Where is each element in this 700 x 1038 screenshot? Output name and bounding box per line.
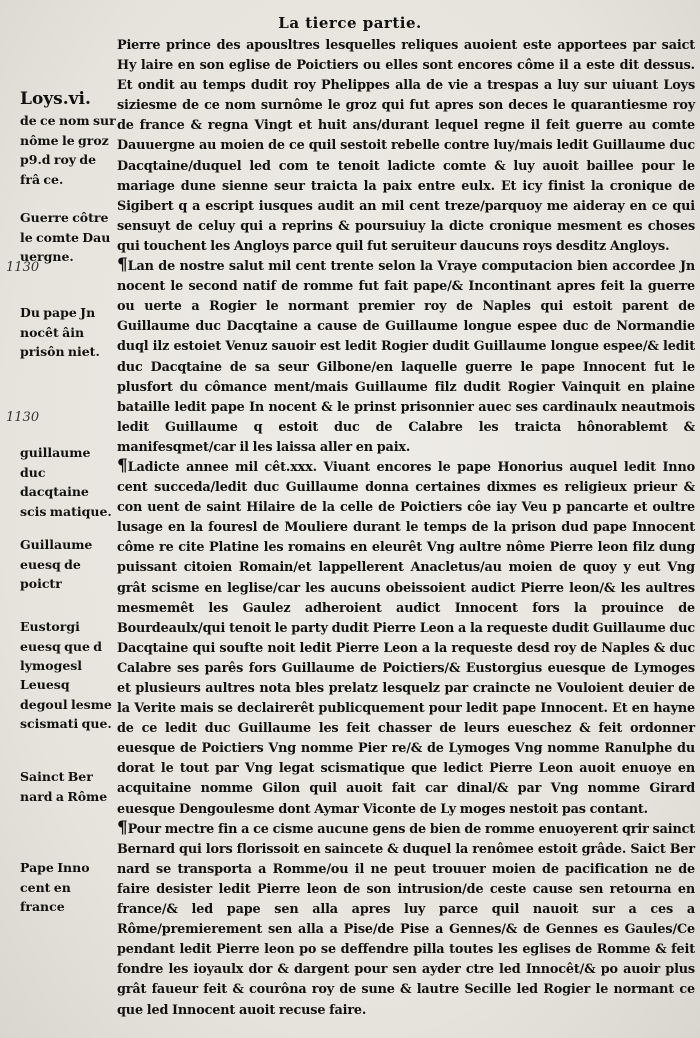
pilcrow-mark: ¶: [117, 817, 128, 838]
running-header: La tierce partie.: [278, 14, 422, 32]
paragraph-text: Pour mectre fin a ce cisme aucune gens de bien de romme enuoyerent qrir sainct Bernard qui lors florissoit en saincete & duquel la renômee estoit grâde. Saict Ber nard se transporta a Romme/ou il ne peut trouuer moien de pacification ne de faire desister ledit Pierre leon de son intrusion/de ceste cause sen retourna en france/& led pape sen alla apres luy parce quil nauoit sur a ces a Rôme/premierement sen alla a Pise/de Pise a Gennes/& de Gennes es Gaules/Ce pendant ledit Pierre leon po se deffendre pilla toutes les eglises de Romme & feit fondre les ioyaulx dor & dargent pour sen ayder ctre led Innocêt/& po auoir plus grât faueur feit & courôna roy de sune & lautre Secille led Rogier le normant ce que led Innocent auoit recuse faire.: [117, 821, 695, 1018]
margin-note-pape-innocent-france: Pape Inno cent en france: [20, 860, 90, 914]
paragraph: [117, 36, 695, 257]
margin-note-guerre-comte: Guerre côtre le comte Dau uergne.: [20, 210, 111, 264]
paragraph-text: Lan de nostre salut mil cent trente selon la Vraye computacion bien accordee Jn nocent le second natif de romme fut fait pape/& Incontinant apres feit la guerre ou uerte a Rogier le normant premier roy de Naples qui estoit parent de Guillaume duc Dacqtaine a cause de Guillaume longue espee duc de Normandie duql ilz estoiet Venuz sauoir est ledit Rogier dudit Guillaume longue espee/& ledit duc Dacqtaine de sa seur Gilbone/en laquelle guerre le pape Innocent fut le plusfort du cômance ment/mais Guillaume filz dudit Rogier Vainquit en plaine bataille ledit pape In nocent & le prinst prisonnier auec ses cardinaulx neautmois ledit Guillaume q estoit duc de Calabre les traicta hônorablemt & manifesqmet/car il les laissa aller en paix.: [117, 259, 695, 455]
margin-note-loys: Loys.vi.: [20, 89, 91, 109]
margin-note-leuesque-degoulesme: Leuesq degoul lesme scismati que.: [20, 677, 112, 731]
folio-number: 1130: [6, 410, 40, 425]
margin-note-guillaume-euesque: Guillaume euesq de poictr: [20, 537, 93, 591]
pilcrow-mark: ¶: [117, 455, 128, 476]
paragraph: [117, 455, 695, 820]
paragraph: [117, 257, 695, 458]
margin-note-pape-innocent: Du pape Jn nocêt âin prisôn niet.: [20, 305, 100, 359]
margin-note-sainct-bernard: Sainct Ber nard a Rôme: [20, 769, 108, 804]
main-text: [117, 36, 695, 1021]
paragraph-text: Pierre prince des apousltres lesquelles reliques auoient este apportees par saict Hy laire en son eglise de Poictiers ou elles sont encores côme il a este dit dessus. Et ondit au temps dudit roy Phelippes alla de vie a trespas a luy sur uiuant Loys siziesme de ce nom surnôme le groz qui fut apres son deces le quarantiesme roy de france & regna Vingt et huit ans/durant lequel regne il feit guerre au comte Dauuergne au moien de ce quil sestoit rebelle contre luy/mais ledit Guillaume duc Dacqtaine/duquel led com te tenoit ladicte comte & luy auoit baillee pour le mariage dune sienne seur traicta la paix entre eulx. Et icy finist la cronique de Sigibert q a escript iusques audit an mil cent treze/parquoy me aideray en ce qui sensuyt de celuy qui a reprins & poursuiuy la dicte cronique mesment es choses qui touchent les Angloys parce quil fut seruiteur daucuns roys desditz Angloys.: [117, 38, 695, 254]
paragraph-text: Ladicte annee mil cêt.xxx. Viuant encores le pape Honorius auquel ledit Inno cent succeda/ledit duc Guillaume donna certaines dixmes es religieux prieur & con uent de saint Hilaire de la celle de Poictiers côe iay Veu p pancarte et oultre lusage en la fouresl de Mouliere durant le temps de la prison dud pape Innocent côme re cite Platine les romains en eleurêt Vng aultre nôme Pierre leon filz dung puissant citoien Romain/et lappellerent Anacletus/au moien de quoy y eut Vng grât scisme en leglise/car les aucuns obeissoient audict Pierre leon/& les aultres mesmemêt les Gaulez adheroient audict Innocent fors la prouince de Bourdeaulx/qui tenoit le party dudit Pierre Leon a la requeste dudit Guillaume duc Dacqtaine qui soufte noit ledit Pierre Leon a la requeste desd roy de Naples & duc Calabre ses parês fors Guillaume de Poictiers/& Eustorgius euesque de Lymoges et plusieurs aultres nota bles prelatz lesquelz par craincte ne Vouloient deuier de la Verite mais se declairerêt publicquement pour ledit pape Innocent. Et en hayne de ce ledit duc Guillaume les feit chasser de leurs eueschez & feit ordonner euesque de Poictiers Vng nomme Pier re/& de Lymoges Vng nomme Ranulphe du dorat le tout par Vng legat scismatique que ledict Pierre Leon auoit enuoye en acquitaine nomme Gilon quil auoit fait car dinal/& par Vng nomme Girard euesque Dengoulesme dont Aymar Viconte de Ly moges nestoit pas contant.: [117, 459, 695, 817]
margin-note-guillaume-duc: guillaume duc dacqtaine scis matique.: [20, 445, 112, 519]
margin-note-eustorgi: Eustorgi euesq que d lymogesl: [20, 619, 102, 673]
paragraph: [117, 817, 695, 1021]
pilcrow-mark: ¶: [117, 255, 128, 276]
margin-note-loys-description: de ce nom sur nôme le groz p9.d roy de frâ ce.: [20, 113, 116, 187]
folio-number: 1130: [6, 260, 40, 275]
